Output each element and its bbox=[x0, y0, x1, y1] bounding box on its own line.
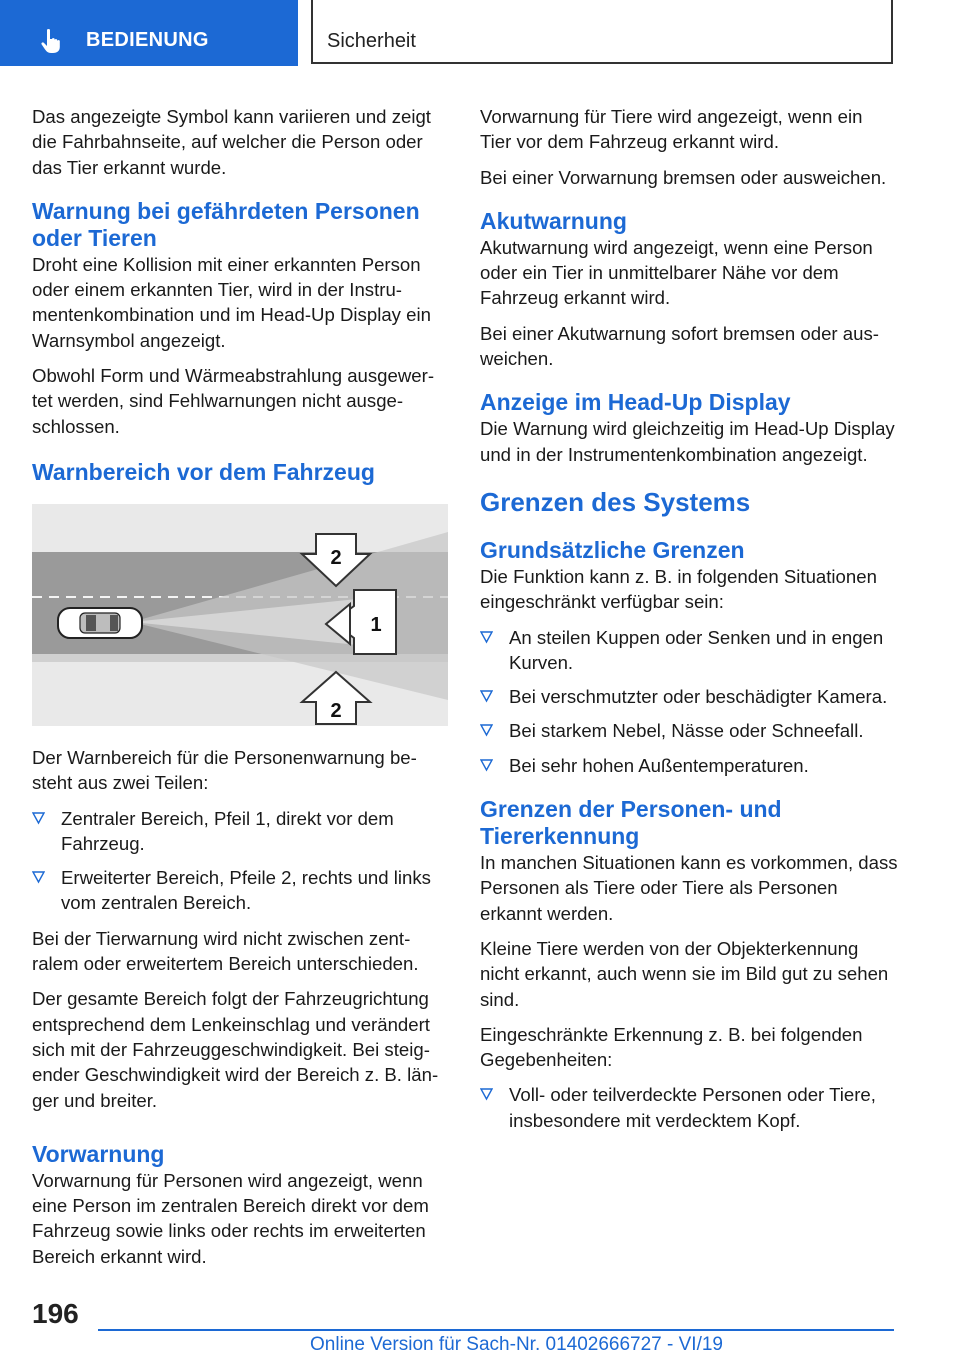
page-header bbox=[0, 0, 960, 66]
triangle-bullet-icon bbox=[32, 871, 45, 884]
list-item: An steilen Kuppen oder Senken und in engen Kurven. bbox=[480, 625, 898, 676]
car-icon bbox=[58, 608, 142, 638]
paragraph-gesamt: Der gesamte Bereich folgt der Fahrzeugrichtung entsprechend dem Lenkeinschlag und verändert sich mit der Fahrzeuggeschwindigkeit. Bei steigender Geschwindigkeit wird der Bereich z. B. länger und breiter. bbox=[32, 988, 439, 1111]
heading-erkennung: Grenzen der Personen- und Tiererkennung bbox=[480, 796, 782, 850]
heading-grundsaetzlich: Grundsätzliche Grenzen bbox=[480, 536, 745, 563]
svg-text:2: 2 bbox=[330, 546, 342, 569]
bullet-list-bereich bbox=[32, 806, 448, 916]
paragraph-warnung-1: Droht eine Kollision mit einer erkannten Person oder einem erkannten Tier, wird in der Instrumentenkombination und im Head-Up Display ein Warnsymbol angezeigt. bbox=[32, 253, 431, 351]
paragraph-manchen: In manchen Situationen kann es vorkommen, dass Personen als Tiere oder Tiere als Personen erkannt werden. bbox=[480, 852, 898, 924]
paragraph-tiere: Vorwarnung für Tiere wird angezeigt, wenn ein Tier vor dem Fahrzeug erkannt wird. bbox=[480, 106, 863, 153]
paragraph-warnung-2: Obwohl Form und Wärmeabstrahlung ausgewertet werden, sind Fehlwarnungen nicht ausgeschlossen. bbox=[32, 365, 435, 437]
heading-akutwarnung: Akutwarnung bbox=[480, 207, 627, 234]
footer-online-version: Online Version für Sach-Nr. 01402666727 - VI/19 bbox=[310, 1334, 723, 1355]
triangle-bullet-icon bbox=[480, 759, 493, 772]
list-item: Bei sehr hohen Außentemperaturen. bbox=[480, 753, 898, 778]
heading-hud: Anzeige im Head-Up Display bbox=[480, 389, 791, 416]
heading-warnbereich: Warnbereich vor dem Fahrzeug bbox=[32, 458, 375, 485]
list-item: Bei verschmutzter oder beschädigter Kamera. bbox=[480, 684, 898, 709]
heading-vorwarnung: Vorwarnung bbox=[32, 1140, 165, 1167]
right-column bbox=[480, 104, 898, 1143]
warning-area-figure bbox=[32, 504, 448, 726]
list-item: Zentraler Bereich, Pfeil 1, direkt vor dem Fahrzeug. bbox=[32, 806, 448, 857]
list-item: Voll- oder teilverdeckte Personen oder Tiere, insbesondere mit verdecktem Kopf. bbox=[480, 1082, 898, 1133]
triangle-bullet-icon bbox=[480, 1088, 493, 1101]
paragraph-hud: Die Warnung wird gleichzeitig im Head-Up Display und in der Instrumentenkombination angezeigt. bbox=[480, 418, 895, 465]
chapter-title: BEDIENUNG bbox=[86, 29, 209, 51]
bullet-list-erkennung bbox=[480, 1082, 898, 1133]
section-tab bbox=[311, 0, 893, 64]
svg-text:1: 1 bbox=[370, 613, 382, 636]
triangle-bullet-icon bbox=[480, 631, 493, 644]
list-item: Bei starkem Nebel, Nässe oder Schneefall. bbox=[480, 718, 898, 743]
paragraph-eingeschraenkt: Eingeschränkte Erkennung z. B. bei folgenden Gegebenheiten: bbox=[480, 1023, 863, 1071]
svg-text:2: 2 bbox=[330, 699, 342, 722]
section-title: Sicherheit bbox=[327, 30, 416, 52]
paragraph-bereich: Der Warnbereich für die Personenwarnung besteht aus zwei Teilen: bbox=[32, 746, 417, 794]
left-column bbox=[32, 104, 448, 1279]
footer-divider bbox=[98, 1329, 894, 1331]
page-number: 196 bbox=[32, 1298, 79, 1329]
paragraph-funktion: Die Funktion kann z. B. in folgenden Situationen eingeschränkt verfügbar sein: bbox=[480, 565, 877, 613]
intro-paragraph: Das angezeigte Symbol kann variieren und zeigt die Fahrbahnseite, auf welcher die Person oder das Tier erkannt wurde. bbox=[32, 106, 431, 178]
triangle-bullet-icon bbox=[480, 690, 493, 703]
list-item: Erweiterter Bereich, Pfeile 2, rechts und links vom zentralen Bereich. bbox=[32, 865, 448, 916]
paragraph-kleine: Kleine Tiere werden von der Objekterkennung nicht erkannt, auch wenn sie im Bild gut zu sehen sind. bbox=[480, 937, 889, 1010]
paragraph-vorwarnung: Vorwarnung für Personen wird angezeigt, wenn eine Person im zentralen Bereich direkt vor dem Fahrzeug sowie links oder rechts im erweiterten Bereich erkannt wird. bbox=[32, 1169, 429, 1267]
heading-grenzen: Grenzen des Systems bbox=[480, 486, 751, 517]
triangle-bullet-icon bbox=[480, 724, 493, 737]
triangle-bullet-icon bbox=[32, 812, 45, 825]
bullet-list-grenzen bbox=[480, 625, 898, 778]
paragraph-bremsen: Bei einer Vorwarnung bremsen oder ausweichen. bbox=[480, 166, 887, 188]
paragraph-akut-1: Akutwarnung wird angezeigt, wenn eine Person oder ein Tier in unmittelbarer Nähe vor dem Fahrzeug erkannt wird. bbox=[480, 236, 873, 309]
paragraph-tier: Bei der Tierwarnung wird nicht zwischen zentralem oder erweitertem Bereich unterschieden. bbox=[32, 927, 419, 975]
heading-warnung: Warnung bei gefährdeten Personen oder Tieren bbox=[32, 197, 420, 251]
chapter-tab bbox=[0, 0, 298, 66]
paragraph-akut-2: Bei einer Akutwarnung sofort bremsen oder ausweichen. bbox=[480, 322, 879, 370]
hand-pointer-icon bbox=[38, 28, 66, 54]
